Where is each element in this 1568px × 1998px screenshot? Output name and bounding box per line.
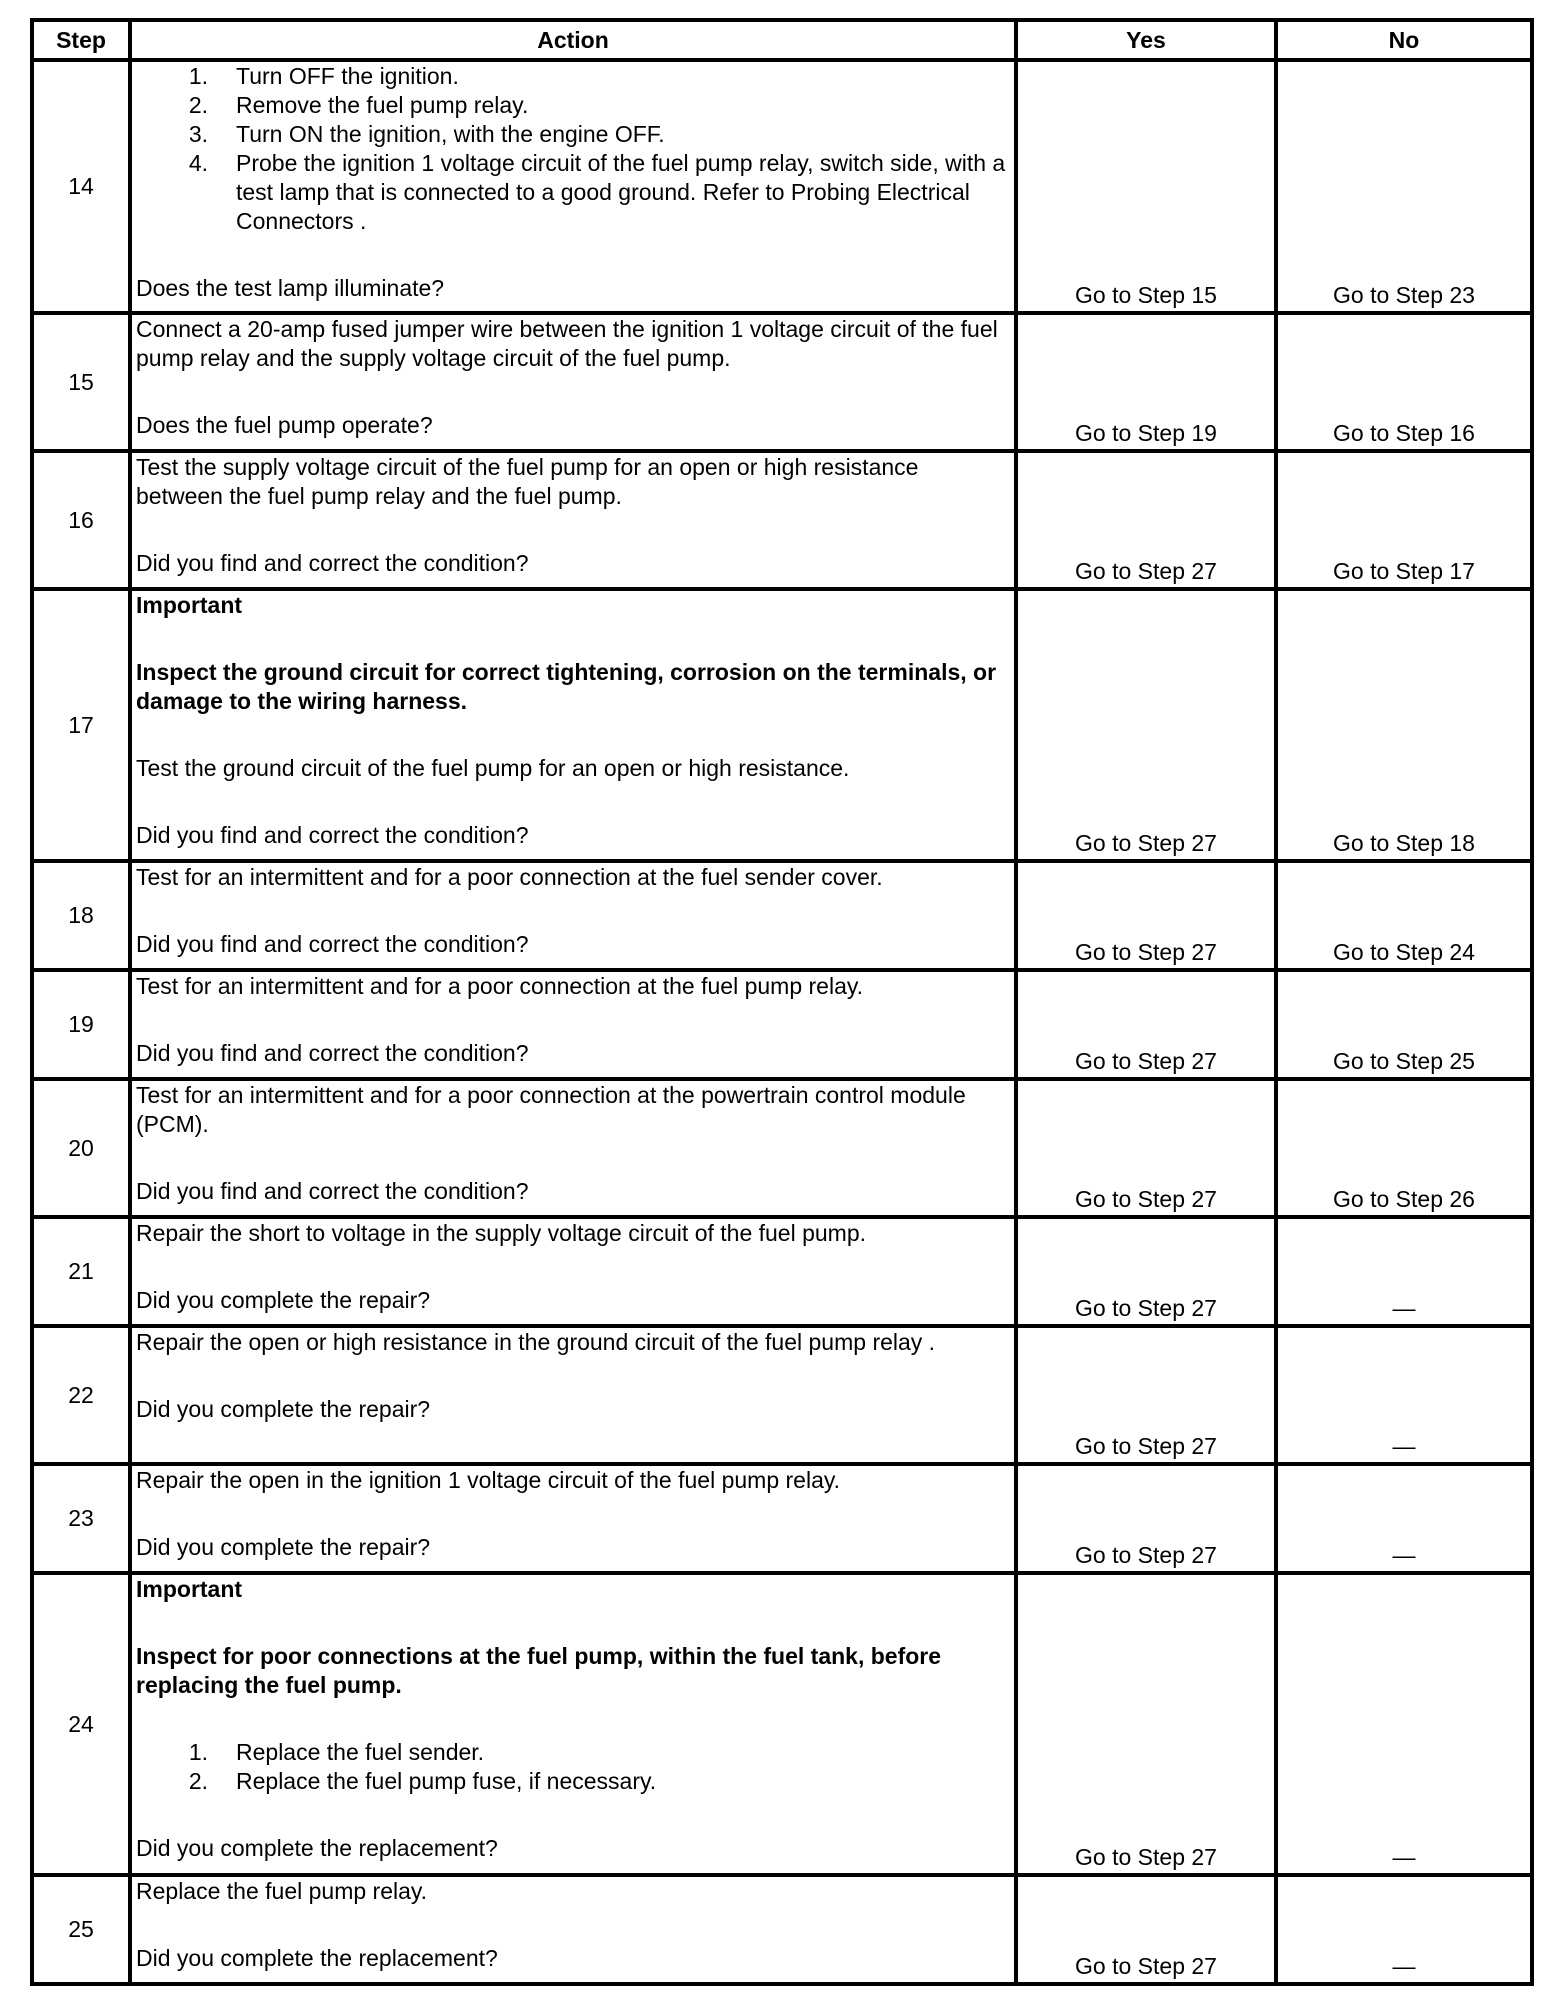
no-cell — [1276, 1079, 1532, 1217]
list-item: 1. Turn OFF the ignition. — [188, 63, 459, 89]
question-text: Does the fuel pump operate? — [136, 412, 433, 438]
action-cell — [130, 970, 1016, 1079]
step-number: 24 — [32, 1573, 130, 1875]
table-row — [32, 313, 1532, 451]
step-number: 18 — [32, 861, 130, 970]
yes-answer: Go to Step 27 — [1075, 558, 1217, 584]
diagnostic-page — [30, 18, 1530, 1986]
action-cell — [130, 451, 1016, 589]
no-answer: Go to Step 16 — [1333, 420, 1475, 446]
table-row — [32, 589, 1532, 861]
table-row — [32, 60, 1532, 313]
yes-answer: Go to Step 27 — [1075, 1186, 1217, 1212]
yes-answer: Go to Step 27 — [1075, 1542, 1217, 1568]
no-cell — [1276, 589, 1532, 861]
table-row — [32, 1079, 1532, 1217]
step-number: 23 — [32, 1464, 130, 1573]
step-number: 21 — [32, 1217, 130, 1326]
action-cell — [130, 861, 1016, 970]
no-cell — [1276, 970, 1532, 1079]
numbered-list — [136, 62, 1008, 236]
table-row — [32, 1217, 1532, 1326]
no-cell — [1276, 1875, 1532, 1984]
yes-answer: Go to Step 27 — [1075, 830, 1217, 856]
yes-cell — [1016, 1217, 1276, 1326]
yes-cell — [1016, 451, 1276, 589]
table-row — [32, 1326, 1532, 1464]
action-cell — [130, 1079, 1016, 1217]
yes-answer: Go to Step 27 — [1075, 1844, 1217, 1870]
action-cell — [130, 1875, 1016, 1984]
yes-cell — [1016, 1573, 1276, 1875]
action-text: Repair the short to voltage in the supply voltage circuit of the fuel pump. — [136, 1220, 867, 1246]
question-text: Did you find and correct the condition? — [136, 931, 529, 957]
action-text: Repair the open or high resistance in the ground circuit of the fuel pump relay . — [136, 1329, 936, 1355]
no-answer: Go to Step 24 — [1333, 939, 1475, 965]
action-text: Replace the fuel pump relay. — [136, 1878, 428, 1904]
list-item: 3. Turn ON the ignition, with the engine OFF. — [188, 121, 665, 147]
no-answer: — — [1392, 1433, 1416, 1459]
important-text: Inspect the ground circuit for correct tightening, corrosion on the terminals, or damage to the wiring harness. — [136, 659, 997, 714]
action-cell — [130, 313, 1016, 451]
question-text: Did you complete the replacement? — [136, 1945, 498, 1971]
action-text: Test the supply voltage circuit of the fuel pump for an open or high resistance between the fuel pump relay and the fuel pump. — [136, 454, 919, 509]
action-cell — [130, 60, 1016, 313]
header-step: Step — [32, 20, 130, 60]
list-item: 4. Probe the ignition 1 voltage circuit of the fuel pump relay, switch side, with a test lamp that is connected to a good ground. Refer to Probing Electrical Connectors . — [188, 150, 1006, 234]
table-row — [32, 861, 1532, 970]
no-answer: — — [1392, 1953, 1416, 1979]
no-answer: Go to Step 25 — [1333, 1048, 1475, 1074]
yes-answer: Go to Step 27 — [1075, 1048, 1217, 1074]
table-row — [32, 1875, 1532, 1984]
important-label: Important — [136, 1576, 243, 1602]
question-text: Did you find and correct the condition? — [136, 1178, 529, 1204]
action-cell — [130, 589, 1016, 861]
table-header-row — [32, 20, 1532, 60]
action-text: Test the ground circuit of the fuel pump for an open or high resistance. — [136, 755, 850, 781]
no-answer: Go to Step 26 — [1333, 1186, 1475, 1212]
no-cell — [1276, 861, 1532, 970]
no-answer: Go to Step 17 — [1333, 558, 1475, 584]
yes-cell — [1016, 861, 1276, 970]
step-number: 22 — [32, 1326, 130, 1464]
list-item: 2. Replace the fuel pump fuse, if necessary. — [188, 1768, 657, 1794]
yes-cell — [1016, 970, 1276, 1079]
no-cell — [1276, 313, 1532, 451]
no-answer: Go to Step 18 — [1333, 830, 1475, 856]
action-text: Test for an intermittent and for a poor connection at the powertrain control module (PCM). — [136, 1082, 966, 1137]
yes-cell — [1016, 1079, 1276, 1217]
header-no: No — [1276, 20, 1532, 60]
action-text: Test for an intermittent and for a poor connection at the fuel pump relay. — [136, 973, 864, 999]
no-answer: — — [1392, 1844, 1416, 1870]
question-text: Does the test lamp illuminate? — [136, 275, 445, 301]
question-text: Did you find and correct the condition? — [136, 1040, 529, 1066]
table-row — [32, 451, 1532, 589]
question-text: Did you find and correct the condition? — [136, 550, 529, 576]
question-text: Did you find and correct the condition? — [136, 822, 529, 848]
step-number: 17 — [32, 589, 130, 861]
no-cell — [1276, 1573, 1532, 1875]
yes-cell — [1016, 1326, 1276, 1464]
yes-cell — [1016, 60, 1276, 313]
yes-answer: Go to Step 27 — [1075, 1953, 1217, 1979]
header-yes: Yes — [1016, 20, 1276, 60]
step-number: 19 — [32, 970, 130, 1079]
no-answer: Go to Step 23 — [1333, 282, 1475, 308]
table-row — [32, 1573, 1532, 1875]
step-number: 20 — [32, 1079, 130, 1217]
no-answer: — — [1392, 1295, 1416, 1321]
no-cell — [1276, 1326, 1532, 1464]
yes-cell — [1016, 589, 1276, 861]
step-number: 15 — [32, 313, 130, 451]
yes-answer: Go to Step 27 — [1075, 1433, 1217, 1459]
yes-answer: Go to Step 15 — [1075, 282, 1217, 308]
table-row — [32, 1464, 1532, 1573]
step-number: 25 — [32, 1875, 130, 1984]
yes-cell — [1016, 313, 1276, 451]
list-item: 2. Remove the fuel pump relay. — [188, 92, 529, 118]
action-text: Test for an intermittent and for a poor connection at the fuel sender cover. — [136, 864, 883, 890]
question-text: Did you complete the repair? — [136, 1534, 431, 1560]
question-text: Did you complete the repair? — [136, 1287, 431, 1313]
yes-answer: Go to Step 27 — [1075, 939, 1217, 965]
action-text: Connect a 20-amp fused jumper wire between the ignition 1 voltage circuit of the fuel pump relay and the supply voltage circuit of the fuel pump. — [136, 316, 998, 371]
action-text: Repair the open in the ignition 1 voltage circuit of the fuel pump relay. — [136, 1467, 841, 1493]
action-cell — [130, 1464, 1016, 1573]
important-text: Inspect for poor connections at the fuel pump, within the fuel tank, before replacing the fuel pump. — [136, 1643, 942, 1698]
no-cell — [1276, 1217, 1532, 1326]
action-cell — [130, 1573, 1016, 1875]
step-number: 16 — [32, 451, 130, 589]
list-item: 1. Replace the fuel sender. — [188, 1739, 485, 1765]
action-cell — [130, 1217, 1016, 1326]
yes-cell — [1016, 1875, 1276, 1984]
header-action: Action — [130, 20, 1016, 60]
action-cell — [130, 1326, 1016, 1464]
numbered-list — [136, 1738, 1008, 1796]
diagnostic-table — [30, 18, 1534, 1986]
yes-answer: Go to Step 19 — [1075, 420, 1217, 446]
yes-cell — [1016, 1464, 1276, 1573]
step-number: 14 — [32, 60, 130, 313]
no-cell — [1276, 60, 1532, 313]
question-text: Did you complete the replacement? — [136, 1835, 498, 1861]
table-row — [32, 970, 1532, 1079]
important-label: Important — [136, 592, 243, 618]
no-answer: — — [1392, 1542, 1416, 1568]
yes-answer: Go to Step 27 — [1075, 1295, 1217, 1321]
no-cell — [1276, 451, 1532, 589]
no-cell — [1276, 1464, 1532, 1573]
question-text: Did you complete the repair? — [136, 1396, 431, 1422]
